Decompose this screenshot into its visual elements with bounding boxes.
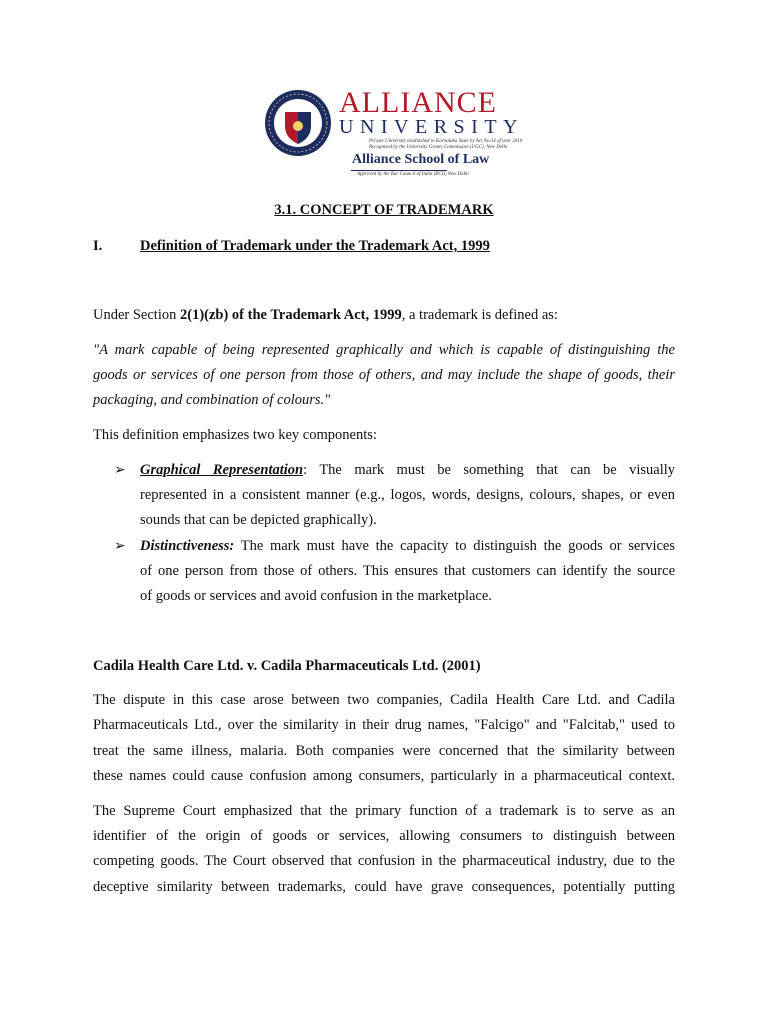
- bullet-arrow-icon: ➢: [114, 463, 126, 478]
- para2-line-3: competing goods. The Court observed that confusion in the pharmaceutical industry, due to the: [93, 853, 675, 869]
- para1-line-2: Pharmaceuticals Ltd., over the similarity in their drug names, "Falcigo" and "Falcitab," used to: [93, 717, 675, 733]
- para2-line-4: deceptive similarity between trademarks, could have grave consequences, potentially putting: [93, 879, 675, 895]
- para2-line-2: identifier of the origin of goods or services, allowing consumers to distinguish between: [93, 828, 675, 844]
- section-number: I.: [93, 238, 103, 254]
- bullet-2-line-2: of one person from those of others. This ensures that customers can identify the source: [140, 563, 675, 579]
- intro-post: , a trademark is defined as:: [401, 307, 558, 323]
- bullet-arrow-icon: ➢: [114, 539, 126, 554]
- definition-quote-line-3: packaging, and combination of colours.": [93, 392, 331, 408]
- school-divider: [351, 170, 447, 171]
- bullet-2-line-3: of goods or services and avoid confusion in the marketplace.: [140, 588, 492, 604]
- bullet-1-line-3: sounds that can be depicted graphically).: [140, 512, 377, 528]
- definition-quote-line-2: goods or services of one person from those of others, and may include the shape of goods, their: [93, 367, 675, 383]
- bullet-2-text: The mark must have the capacity to distinguish the goods or services: [234, 538, 675, 554]
- para2-line-1: The Supreme Court emphasized that the primary function of a trademark is to serve as an: [93, 803, 675, 819]
- university-seal-icon: [263, 88, 333, 158]
- definition-quote-line-1: "A mark capable of being represented graphically and which is capable of distinguishing the: [93, 342, 675, 358]
- bullet-2-line-1: [140, 534, 675, 559]
- intro-section-ref: 2(1)(zb) of the Trademark Act, 1999: [179, 307, 402, 323]
- case-title: Cadila Health Care Ltd. v. Cadila Pharmaceuticals Ltd. (2001): [93, 658, 481, 674]
- brand-subtitle-2: Recognized by the University Grants Commission (UGC), New Delhi: [369, 145, 508, 150]
- para1-line-4: these names could cause confusion among consumers, particularly in a pharmaceutical context.: [93, 768, 675, 784]
- school-subtitle: Approved by the Bar Council of India (BCI), New Delhi: [357, 172, 469, 177]
- para1-line-3: treat the same illness, malaria. Both companies were concerned that the similarity between: [93, 743, 675, 759]
- brand-subtitle-1: Private University established in Karnataka State by Act No.34 of year 2010: [369, 139, 523, 144]
- alliance-logo: [263, 88, 529, 180]
- intro-pre: Under Section: [93, 307, 180, 323]
- bullet-1-term: Graphical Representation: [140, 462, 304, 478]
- bullet-1-line-1: [140, 458, 675, 483]
- school-name: Alliance School of Law: [352, 152, 490, 167]
- components-intro: This definition emphasizes two key components:: [93, 427, 377, 443]
- section-title: Definition of Trademark under the Trademark Act, 1999: [140, 238, 490, 254]
- bullet-1-text: The mark must be something that can be visually: [307, 462, 676, 478]
- bullet-1-sep: :: [303, 462, 308, 478]
- intro-line: [93, 303, 558, 328]
- brand-name-bottom: UNIVERSITY: [339, 116, 524, 138]
- brand-name-top: ALLIANCE: [339, 86, 497, 119]
- page-title: 3.1. CONCEPT OF TRADEMARK: [274, 202, 494, 218]
- para1-line-1: The dispute in this case arose between two companies, Cadila Health Care Ltd. and Cadila: [93, 692, 675, 708]
- bullet-1-line-2: represented in a consistent manner (e.g., logos, words, designs, colours, shapes, or even: [140, 487, 675, 503]
- bullet-2-term: Distinctiveness:: [140, 538, 235, 554]
